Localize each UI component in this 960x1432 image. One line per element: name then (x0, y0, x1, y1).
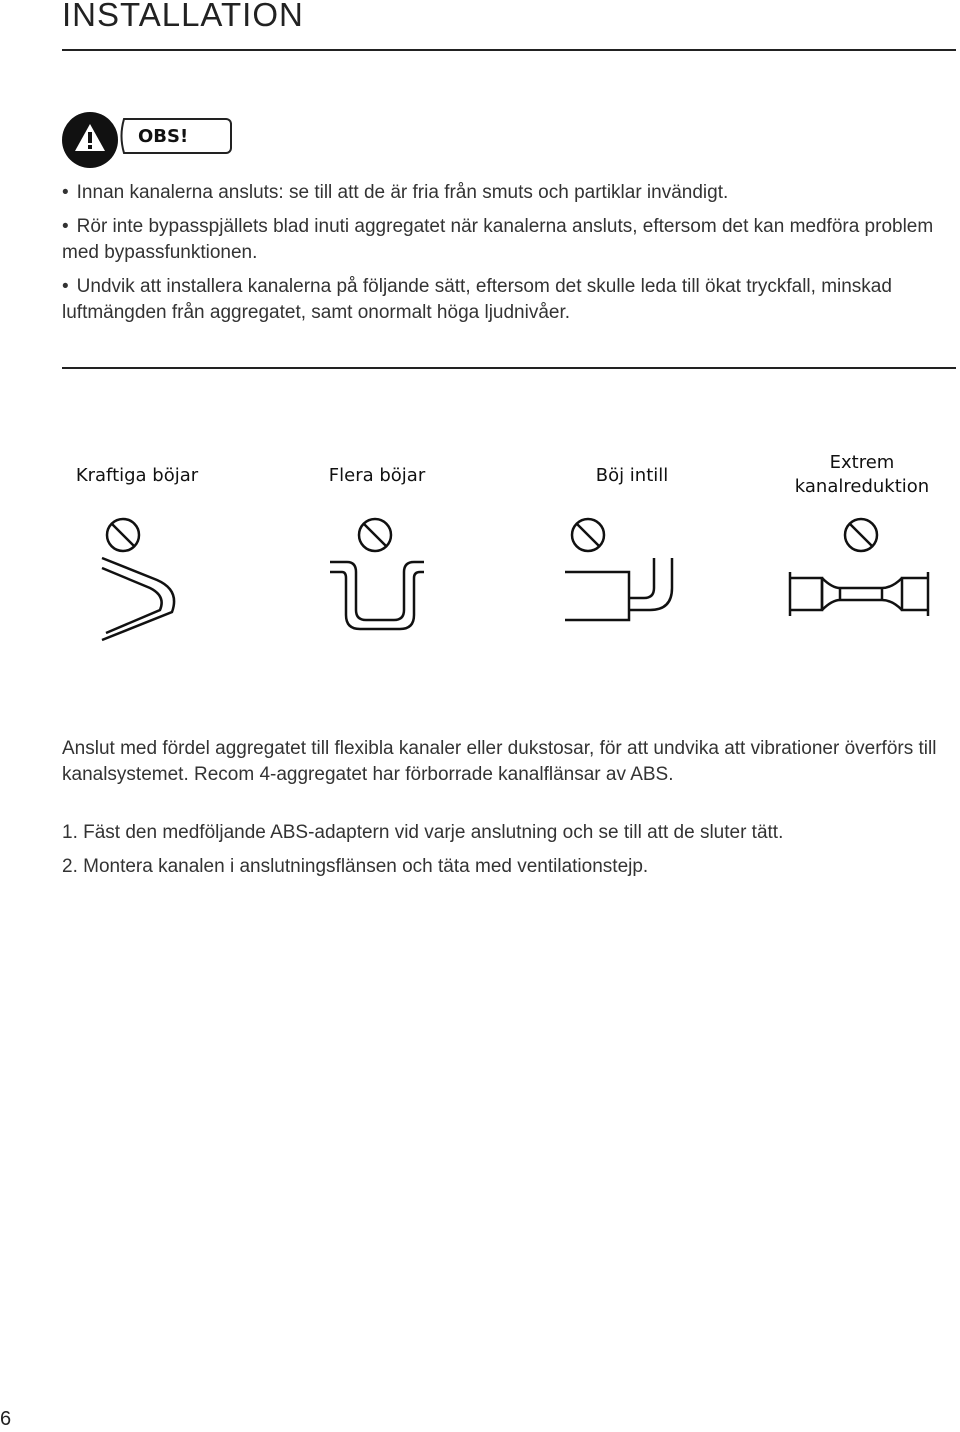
prohibited-icon (359, 519, 391, 551)
bend-near-duct (565, 558, 672, 620)
duct-installation-diagram (62, 440, 956, 670)
prohibited-icon (572, 519, 604, 551)
step-item: 1. Fäst den medföljande ABS-adaptern vid varje anslutning och se till att de sluter tätt. (62, 822, 784, 843)
warning-icon (62, 112, 118, 168)
bullet-item: • Rör inte bypasspjällets blad inuti aggregatet när kanalerna ansluts, eftersom det kan medföra problem med bypassfunktionen. (62, 216, 934, 263)
prohibited-icon (107, 519, 139, 551)
section-divider (62, 367, 956, 369)
step-item: 2. Montera kanalen i anslutningsflänsen och täta med ventilationstejp. (62, 856, 649, 877)
bullet-item: • Undvik att installera kanalerna på följande sätt, eftersom det skulle leda till ökat tryckfall, minskad luftmängden från aggregatet, samt onormalt höga ljudnivåer. (62, 276, 892, 323)
extreme-reduction-duct (790, 572, 928, 616)
bullet-item: • Innan kanalerna ansluts: se till att de är fria från smuts och partiklar invändigt. (62, 182, 729, 203)
notice-bullet-list (62, 180, 942, 334)
notice-label: OBS! (138, 126, 189, 147)
header-divider (62, 49, 956, 51)
warning-notice (62, 112, 238, 168)
page-title: INSTALLATION (62, 0, 304, 33)
page-number: 6 (0, 1408, 12, 1430)
figure-label-extreme-reduction: Extrem kanalreduktion (794, 452, 930, 497)
installation-steps (62, 820, 942, 888)
prohibited-icon (845, 519, 877, 551)
figure-label-sharp-bends: Kraftiga böjar (75, 465, 199, 486)
figure-label-multiple-bends: Flera böjar (328, 465, 426, 486)
multiple-bends-duct (330, 562, 424, 629)
sharp-bend-duct (102, 558, 174, 640)
body-paragraph: Anslut med fördel aggregatet till flexibla kanaler eller dukstosar, för att undvika att vibrationer överförs till kanalsystemet. Recom 4-aggregatet har förborrade kanalflänsar av ABS. (62, 738, 937, 785)
figure-label-bend-near: Böj intill (595, 465, 669, 486)
